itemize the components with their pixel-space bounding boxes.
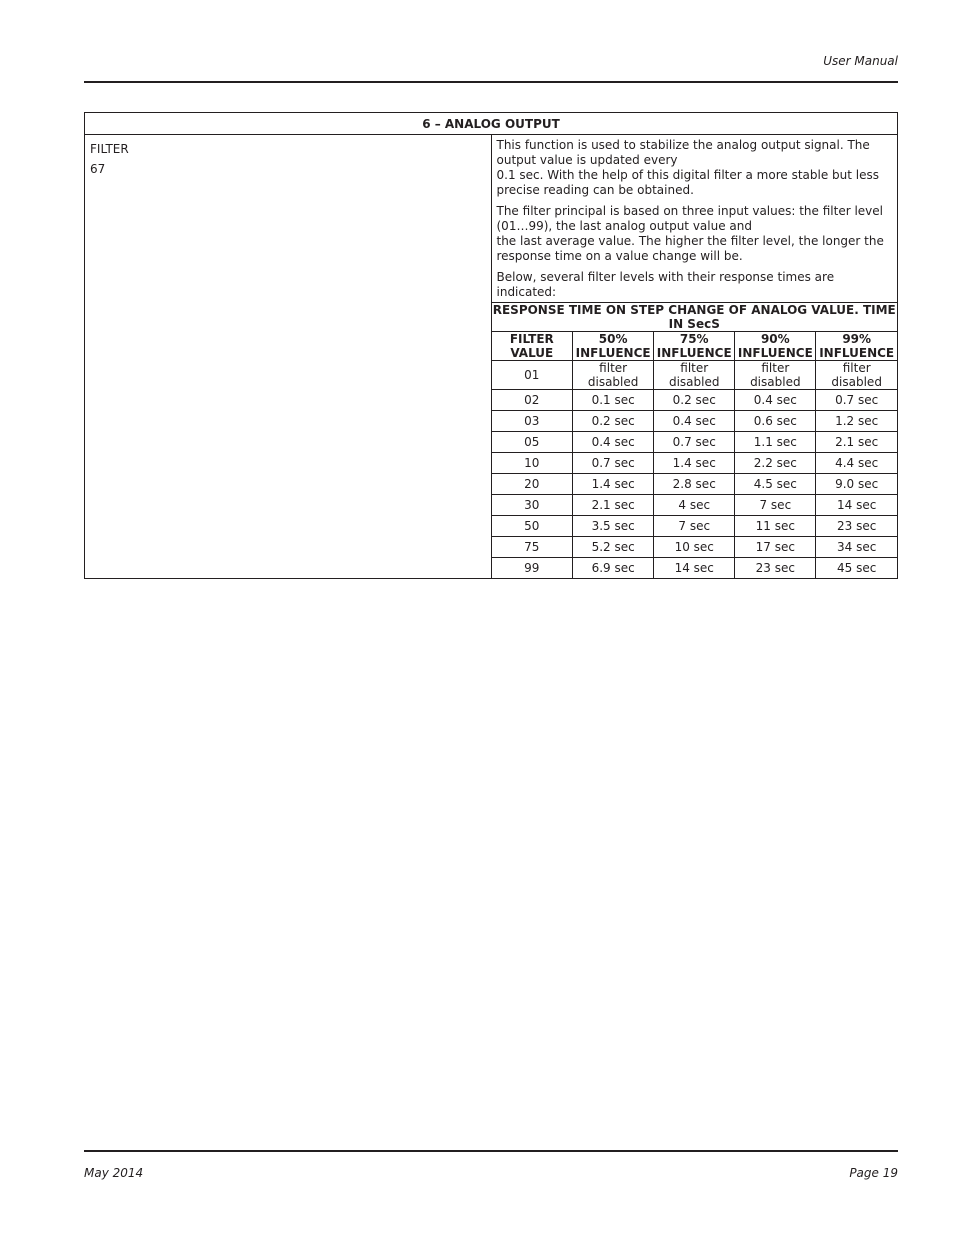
header-rule (84, 81, 898, 83)
response-table-header-row (492, 332, 898, 361)
parameter-cell (85, 135, 492, 579)
table-row (492, 537, 898, 558)
table-cell: 17 sec (735, 537, 816, 558)
table-cell: 50 (492, 516, 573, 537)
table-cell: 5.2 sec (573, 537, 654, 558)
description-p1-line2: 0.1 sec. With the help of this digital filter a more stable but less precise reading can be obtained. (496, 168, 879, 197)
table-cell: 9.0 sec (816, 474, 897, 495)
table-cell: 34 sec (816, 537, 897, 558)
table-row (492, 516, 898, 537)
column-header-75-influence: 75% INFLUENCE (654, 332, 735, 361)
table-cell: filter disabled (816, 361, 897, 390)
table-cell: 05 (492, 432, 573, 453)
table-row (492, 390, 898, 411)
description-cell (491, 135, 898, 579)
table-cell: 03 (492, 411, 573, 432)
description-paragraph-3: Below, several filter levels with their response times are indicated: (496, 270, 835, 299)
description-p1-line1: This function is used to stabilize the analog output signal. The output value is updated every (496, 138, 870, 167)
table-cell: 14 sec (654, 558, 735, 579)
table-cell: 4 sec (654, 495, 735, 516)
response-time-table (492, 302, 898, 578)
analog-output-table (84, 112, 898, 579)
table-row (492, 474, 898, 495)
description (492, 135, 898, 302)
table-cell: 0.7 sec (816, 390, 897, 411)
table-cell: 0.6 sec (735, 411, 816, 432)
table-cell: 20 (492, 474, 573, 495)
description-p2-line2: the last average value. The higher the filter level, the longer the response time on a value change will be. (496, 234, 884, 263)
table-cell: 4.5 sec (735, 474, 816, 495)
table-cell: 1.4 sec (573, 474, 654, 495)
table-cell: filter disabled (735, 361, 816, 390)
table-row (492, 361, 898, 390)
table-cell: 0.4 sec (735, 390, 816, 411)
running-header: User Manual (823, 54, 898, 68)
table-cell: 4.4 sec (816, 453, 897, 474)
table-cell: 1.1 sec (735, 432, 816, 453)
column-header-99-influence: 99% INFLUENCE (816, 332, 897, 361)
table-cell: 0.4 sec (654, 411, 735, 432)
table-cell: filter disabled (573, 361, 654, 390)
table-row (492, 453, 898, 474)
section-title: 6 – ANALOG OUTPUT (85, 113, 898, 135)
table-cell: 10 (492, 453, 573, 474)
table-cell: 23 sec (735, 558, 816, 579)
table-cell: 11 sec (735, 516, 816, 537)
footer-date: May 2014 (84, 1166, 144, 1180)
table-cell: 01 (492, 361, 573, 390)
description-p2-line1: The filter principal is based on three input values: the filter level (01…99), the last analog output value and (496, 204, 884, 233)
table-row (492, 411, 898, 432)
column-header-filter-value: FILTER VALUE (492, 332, 573, 361)
table-cell: 14 sec (816, 495, 897, 516)
column-header-50-influence: 50% INFLUENCE (573, 332, 654, 361)
table-cell: 2.8 sec (654, 474, 735, 495)
table-cell: 30 (492, 495, 573, 516)
table-cell: 0.7 sec (573, 453, 654, 474)
table-cell: 0.2 sec (573, 411, 654, 432)
parameter-name: FILTER (90, 142, 129, 156)
table-cell: 75 (492, 537, 573, 558)
description-paragraph-2 (497, 204, 893, 264)
footer-rule (84, 1150, 898, 1152)
table-cell: 0.2 sec (654, 390, 735, 411)
table-cell: 10 sec (654, 537, 735, 558)
table-cell: 0.1 sec (573, 390, 654, 411)
description-paragraph-1 (497, 138, 893, 198)
table-cell: 99 (492, 558, 573, 579)
table-cell: 2.1 sec (573, 495, 654, 516)
table-cell: 2.2 sec (735, 453, 816, 474)
table-cell: 7 sec (654, 516, 735, 537)
table-cell: 45 sec (816, 558, 897, 579)
table-row (492, 558, 898, 579)
table-cell: 7 sec (735, 495, 816, 516)
table-cell: 1.2 sec (816, 411, 897, 432)
table-cell: 0.4 sec (573, 432, 654, 453)
parameter-code: 67 (90, 162, 106, 176)
table-cell: 1.4 sec (654, 453, 735, 474)
table-cell: 02 (492, 390, 573, 411)
table-cell: 6.9 sec (573, 558, 654, 579)
table-cell: filter disabled (654, 361, 735, 390)
table-row (492, 495, 898, 516)
column-header-90-influence: 90% INFLUENCE (735, 332, 816, 361)
table-cell: 23 sec (816, 516, 897, 537)
response-table-title: RESPONSE TIME ON STEP CHANGE OF ANALOG VALUE. TIME IN SecS (492, 303, 896, 331)
table-row (492, 432, 898, 453)
table-cell: 2.1 sec (816, 432, 897, 453)
table-cell: 0.7 sec (654, 432, 735, 453)
page-number: Page 19 (849, 1166, 898, 1180)
table-cell: 3.5 sec (573, 516, 654, 537)
